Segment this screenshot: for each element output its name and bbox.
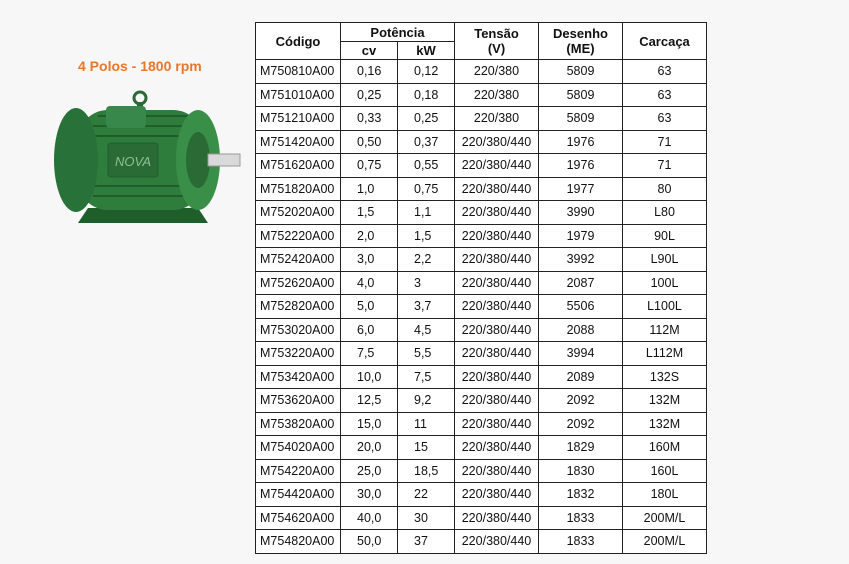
header-codigo: Código xyxy=(256,23,341,60)
table-row xyxy=(256,201,707,225)
cell-carcaca: 160L xyxy=(623,459,707,483)
cell-cv: 0,33 xyxy=(341,107,398,131)
table-row xyxy=(256,318,707,342)
cell-codigo: M752020A00 xyxy=(256,201,341,225)
cell-tensao: 220/380/440 xyxy=(455,224,539,248)
table-row xyxy=(256,248,707,272)
cell-kw: 11 xyxy=(398,412,455,436)
cell-carcaca: 200M/L xyxy=(623,530,707,554)
cell-desenho: 2089 xyxy=(539,365,623,389)
table-row xyxy=(256,130,707,154)
cell-desenho: 1976 xyxy=(539,154,623,178)
header-kw: kW xyxy=(398,42,455,60)
cell-codigo: M752220A00 xyxy=(256,224,341,248)
cell-cv: 30,0 xyxy=(341,483,398,507)
cell-carcaca: L90L xyxy=(623,248,707,272)
cell-codigo: M753220A00 xyxy=(256,342,341,366)
motor-spec-table xyxy=(255,22,707,554)
cell-tensao: 220/380/440 xyxy=(455,483,539,507)
table-row xyxy=(256,224,707,248)
cell-carcaca: 71 xyxy=(623,130,707,154)
cell-kw: 1,1 xyxy=(398,201,455,225)
cell-tensao: 220/380/440 xyxy=(455,201,539,225)
cell-kw: 0,37 xyxy=(398,130,455,154)
cell-desenho: 1979 xyxy=(539,224,623,248)
table-row xyxy=(256,389,707,413)
cell-cv: 25,0 xyxy=(341,459,398,483)
cell-kw: 18,5 xyxy=(398,459,455,483)
cell-codigo: M754020A00 xyxy=(256,436,341,460)
cell-tensao: 220/380/440 xyxy=(455,295,539,319)
table-row xyxy=(256,530,707,554)
cell-desenho: 5809 xyxy=(539,107,623,131)
cell-carcaca: 112M xyxy=(623,318,707,342)
cell-tensao: 220/380/440 xyxy=(455,271,539,295)
cell-cv: 1,0 xyxy=(341,177,398,201)
cell-codigo: M754420A00 xyxy=(256,483,341,507)
cell-desenho: 3990 xyxy=(539,201,623,225)
cell-desenho: 1976 xyxy=(539,130,623,154)
cell-carcaca: 160M xyxy=(623,436,707,460)
page-subtitle: 4 Polos - 1800 rpm xyxy=(78,58,202,74)
table-row xyxy=(256,271,707,295)
cell-cv: 20,0 xyxy=(341,436,398,460)
table-row xyxy=(256,365,707,389)
cell-desenho: 1833 xyxy=(539,530,623,554)
cell-desenho: 3992 xyxy=(539,248,623,272)
cell-cv: 0,25 xyxy=(341,83,398,107)
cell-tensao: 220/380/440 xyxy=(455,318,539,342)
cell-tensao: 220/380/440 xyxy=(455,530,539,554)
cell-tensao: 220/380/440 xyxy=(455,412,539,436)
cell-codigo: M753020A00 xyxy=(256,318,341,342)
cell-kw: 0,12 xyxy=(398,60,455,84)
cell-kw: 1,5 xyxy=(398,224,455,248)
cell-codigo: M753620A00 xyxy=(256,389,341,413)
cell-kw: 9,2 xyxy=(398,389,455,413)
cell-carcaca: 132M xyxy=(623,412,707,436)
cell-codigo: M750810A00 xyxy=(256,60,341,84)
cell-tensao: 220/380/440 xyxy=(455,389,539,413)
cell-kw: 4,5 xyxy=(398,318,455,342)
cell-tensao: 220/380/440 xyxy=(455,342,539,366)
cell-carcaca: 63 xyxy=(623,107,707,131)
cell-kw: 2,2 xyxy=(398,248,455,272)
cell-cv: 40,0 xyxy=(341,506,398,530)
cell-desenho: 2088 xyxy=(539,318,623,342)
cell-codigo: M754620A00 xyxy=(256,506,341,530)
cell-tensao: 220/380/440 xyxy=(455,459,539,483)
cell-desenho: 5809 xyxy=(539,60,623,84)
cell-kw: 30 xyxy=(398,506,455,530)
cell-carcaca: L100L xyxy=(623,295,707,319)
cell-codigo: M753820A00 xyxy=(256,412,341,436)
cell-kw: 0,18 xyxy=(398,83,455,107)
header-carcaca: Carcaça xyxy=(623,23,707,60)
cell-codigo: M751210A00 xyxy=(256,107,341,131)
cell-carcaca: 180L xyxy=(623,483,707,507)
cell-tensao: 220/380 xyxy=(455,83,539,107)
cell-cv: 50,0 xyxy=(341,530,398,554)
cell-tensao: 220/380/440 xyxy=(455,154,539,178)
cell-desenho: 5506 xyxy=(539,295,623,319)
cell-kw: 0,25 xyxy=(398,107,455,131)
cell-codigo: M752820A00 xyxy=(256,295,341,319)
table-row xyxy=(256,295,707,319)
cell-carcaca: 63 xyxy=(623,83,707,107)
cell-codigo: M751010A00 xyxy=(256,83,341,107)
header-potencia: Potência xyxy=(341,23,455,42)
cell-tensao: 220/380/440 xyxy=(455,130,539,154)
cell-carcaca: 100L xyxy=(623,271,707,295)
cell-carcaca: L80 xyxy=(623,201,707,225)
cell-tensao: 220/380 xyxy=(455,107,539,131)
cell-cv: 15,0 xyxy=(341,412,398,436)
cell-cv: 4,0 xyxy=(341,271,398,295)
table-body xyxy=(256,60,707,554)
cell-desenho: 1977 xyxy=(539,177,623,201)
table-row xyxy=(256,436,707,460)
cell-kw: 0,55 xyxy=(398,154,455,178)
cell-desenho: 2092 xyxy=(539,389,623,413)
cell-kw: 3,7 xyxy=(398,295,455,319)
cell-cv: 5,0 xyxy=(341,295,398,319)
cell-carcaca: 132M xyxy=(623,389,707,413)
header-cv: cv xyxy=(341,42,398,60)
header-desenho: Desenho (ME) xyxy=(539,23,623,60)
electric-motor-image xyxy=(48,88,248,238)
cell-tensao: 220/380 xyxy=(455,60,539,84)
table-row xyxy=(256,483,707,507)
cell-carcaca: L112M xyxy=(623,342,707,366)
table-row xyxy=(256,83,707,107)
table-row xyxy=(256,154,707,178)
cell-desenho: 1829 xyxy=(539,436,623,460)
cell-cv: 10,0 xyxy=(341,365,398,389)
cell-cv: 7,5 xyxy=(341,342,398,366)
table-row xyxy=(256,107,707,131)
cell-codigo: M753420A00 xyxy=(256,365,341,389)
cell-desenho: 5809 xyxy=(539,83,623,107)
cell-tensao: 220/380/440 xyxy=(455,365,539,389)
cell-cv: 0,75 xyxy=(341,154,398,178)
header-tensao: Tensão (V) xyxy=(455,23,539,60)
cell-codigo: M751820A00 xyxy=(256,177,341,201)
cell-cv: 0,16 xyxy=(341,60,398,84)
cell-carcaca: 80 xyxy=(623,177,707,201)
cell-codigo: M752620A00 xyxy=(256,271,341,295)
cell-codigo: M754220A00 xyxy=(256,459,341,483)
cell-kw: 7,5 xyxy=(398,365,455,389)
cell-tensao: 220/380/440 xyxy=(455,436,539,460)
cell-kw: 0,75 xyxy=(398,177,455,201)
table-row xyxy=(256,60,707,84)
cell-carcaca: 90L xyxy=(623,224,707,248)
table-row xyxy=(256,459,707,483)
cell-tensao: 220/380/440 xyxy=(455,506,539,530)
cell-kw: 5,5 xyxy=(398,342,455,366)
cell-codigo: M751620A00 xyxy=(256,154,341,178)
cell-kw: 37 xyxy=(398,530,455,554)
cell-cv: 3,0 xyxy=(341,248,398,272)
cell-desenho: 2087 xyxy=(539,271,623,295)
cell-codigo: M752420A00 xyxy=(256,248,341,272)
cell-carcaca: 63 xyxy=(623,60,707,84)
cell-kw: 3 xyxy=(398,271,455,295)
cell-kw: 22 xyxy=(398,483,455,507)
cell-codigo: M751420A00 xyxy=(256,130,341,154)
cell-desenho: 3994 xyxy=(539,342,623,366)
cell-desenho: 1830 xyxy=(539,459,623,483)
table-row xyxy=(256,412,707,436)
cell-desenho: 2092 xyxy=(539,412,623,436)
svg-text:NOVA: NOVA xyxy=(114,154,152,169)
cell-carcaca: 71 xyxy=(623,154,707,178)
cell-cv: 2,0 xyxy=(341,224,398,248)
table-row xyxy=(256,177,707,201)
cell-cv: 1,5 xyxy=(341,201,398,225)
cell-kw: 15 xyxy=(398,436,455,460)
cell-cv: 6,0 xyxy=(341,318,398,342)
cell-cv: 0,50 xyxy=(341,130,398,154)
cell-desenho: 1833 xyxy=(539,506,623,530)
cell-cv: 12,5 xyxy=(341,389,398,413)
table-row xyxy=(256,342,707,366)
cell-tensao: 220/380/440 xyxy=(455,248,539,272)
cell-codigo: M754820A00 xyxy=(256,530,341,554)
cell-carcaca: 132S xyxy=(623,365,707,389)
cell-carcaca: 200M/L xyxy=(623,506,707,530)
cell-tensao: 220/380/440 xyxy=(455,177,539,201)
table-row xyxy=(256,506,707,530)
cell-desenho: 1832 xyxy=(539,483,623,507)
